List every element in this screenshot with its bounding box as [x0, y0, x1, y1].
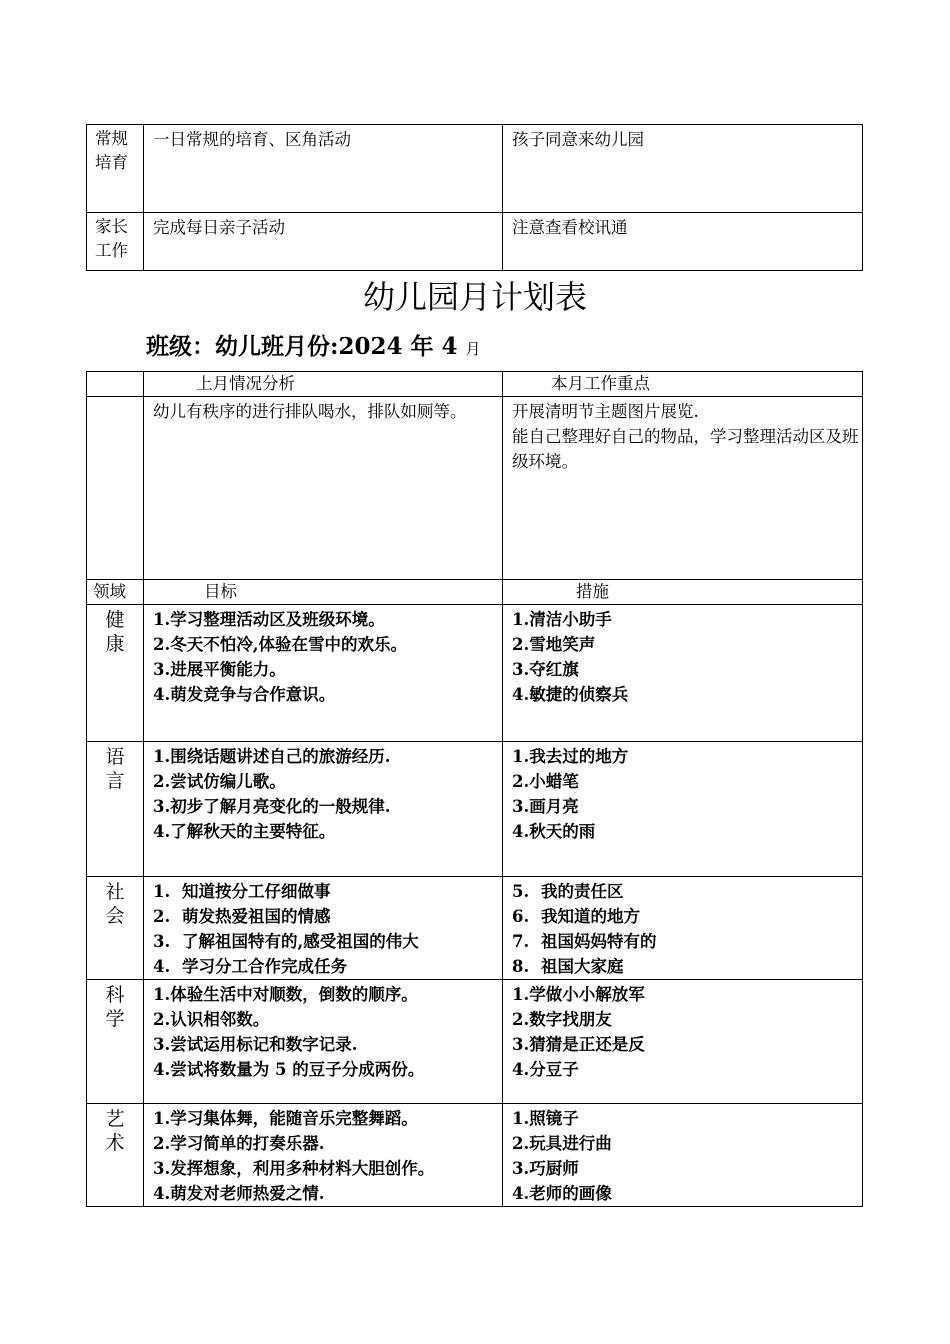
analysis-row [87, 397, 863, 580]
page-title: 幼儿园月计划表 [362, 278, 587, 316]
goal-item: 2. 萌发热爱祖国的情感 [153, 907, 331, 926]
domain-measures [503, 877, 863, 980]
domain-measures [503, 605, 863, 742]
goal-item: 4.萌发竞争与合作意识。 [153, 685, 336, 704]
measure-item: 1.我去过的地方 [512, 747, 629, 766]
domain-measures [503, 742, 863, 877]
domain-row-society [87, 877, 863, 980]
domain-name: 艺术 [87, 1104, 144, 1207]
measure-item: 2.雪地笑声 [512, 635, 596, 654]
measure-item: 6. 我知道的地方 [512, 907, 640, 926]
month-suffix: 月 [465, 340, 481, 358]
domain-goals [144, 742, 503, 877]
parent-work-row [87, 213, 863, 271]
goal-item: 1.围绕话题讲述自己的旅游经历. [153, 747, 391, 766]
goal-item: 3.尝试运用标记和数字记录. [153, 1035, 358, 1054]
measure-item: 3.猜猜是正还是反 [512, 1035, 645, 1054]
month-focus-line: 能自己整理好自己的物品，学习整理活动区及班级环境。 [512, 427, 859, 471]
measure-item: 1.清洁小助手 [512, 610, 612, 629]
domain-measures [503, 980, 863, 1104]
goal-item: 1. 知道按分工仔细做事 [153, 882, 331, 901]
domain-row-art [87, 1104, 863, 1207]
measure-item: 5. 我的责任区 [512, 882, 624, 901]
domain-header: 领域 [87, 580, 144, 605]
domain-measures [503, 1104, 863, 1207]
goal-item: 1.学习整理活动区及班级环境。 [153, 610, 385, 629]
measure-item: 2.数字找朋友 [512, 1010, 612, 1029]
measure-item: 4.敏捷的侦察兵 [512, 685, 629, 704]
measure-item: 2.小蜡笔 [512, 772, 579, 791]
analysis-header-row [87, 372, 863, 397]
goal-item: 3.初步了解月亮变化的一般规律. [153, 797, 391, 816]
goal-item: 1.学习集体舞，能随音乐完整舞蹈。 [153, 1109, 418, 1128]
routine-content: 一日常规的培育、区角活动 [144, 125, 503, 213]
domain-row-science [87, 980, 863, 1104]
parent-work-label: 家长工作 [87, 213, 144, 271]
goal-item: 4. 学习分工合作完成任务 [153, 957, 347, 976]
measure-item: 2.玩具进行曲 [512, 1134, 612, 1153]
domain-name: 语言 [87, 742, 144, 877]
routine-parent-table [86, 124, 863, 271]
domain-name: 科学 [87, 980, 144, 1104]
goal-item: 2.冬天不怕冷,体验在雪中的欢乐。 [153, 635, 407, 654]
measure-item: 4.老师的画像 [512, 1184, 612, 1203]
domain-name: 健康 [87, 605, 144, 742]
goal-item: 2.学习简单的打奏乐器. [153, 1134, 325, 1153]
domain-header-row [87, 580, 863, 605]
goal-item: 2.认识相邻数。 [153, 1010, 270, 1029]
measure-item: 3.巧厨师 [512, 1159, 579, 1178]
goal-item: 2.尝试仿编儿歌。 [153, 772, 286, 791]
last-month-analysis-header: 上月情况分析 [144, 372, 503, 397]
domain-goals [144, 1104, 503, 1207]
routine-row [87, 125, 863, 213]
parent-work-note: 注意查看校讯通 [503, 213, 863, 271]
goal-item: 1.体验生活中对顺数，倒数的顺序。 [153, 985, 418, 1004]
goal-item: 3. 了解祖国特有的,感受祖国的伟大 [153, 932, 419, 951]
domain-goals [144, 980, 503, 1104]
domain-goals [144, 605, 503, 742]
goal-header: 目标 [144, 580, 503, 605]
month-focus-line: 开展清明节主题图片展览. [512, 402, 699, 421]
measure-item: 7. 祖国妈妈特有的 [512, 932, 657, 951]
last-month-analysis: 幼儿有秩序的进行排队喝水，排队如厕等。 [144, 397, 503, 580]
measure-item: 8. 祖国大家庭 [512, 957, 624, 976]
month-focus [503, 397, 863, 580]
class-month-line [146, 330, 481, 366]
goal-item: 4.尝试将数量为 5 的豆子分成两份。 [153, 1060, 425, 1079]
routine-note: 孩子同意来幼儿园 [503, 125, 863, 213]
goal-item: 4.萌发对老师热爱之情. [153, 1184, 325, 1203]
domain-row-health [87, 605, 863, 742]
measure-item: 3.夺红旗 [512, 660, 579, 679]
measure-item: 4.分豆子 [512, 1060, 579, 1079]
measure-item: 1.学做小小解放军 [512, 985, 645, 1004]
domain-row-language [87, 742, 863, 877]
header-blank-cell [87, 372, 144, 397]
routine-label: 常规培育 [87, 125, 144, 213]
goal-item: 4.了解秋天的主要特征。 [153, 822, 336, 841]
class-month-text: 班级：幼儿班月份:2024 年 4 [146, 333, 458, 360]
goal-item: 3.进展平衡能力。 [153, 660, 286, 679]
measure-header: 措施 [503, 580, 863, 605]
measure-item: 4.秋天的雨 [512, 822, 596, 841]
parent-work-content: 完成每日亲子活动 [144, 213, 503, 271]
goal-item: 3.发挥想象，利用多种材料大胆创作。 [153, 1159, 435, 1178]
domain-name: 社会 [87, 877, 144, 980]
domain-goals [144, 877, 503, 980]
analysis-blank-cell [87, 397, 144, 580]
month-focus-header: 本月工作重点 [503, 372, 863, 397]
monthly-plan-table [86, 371, 863, 1207]
measure-item: 3.画月亮 [512, 797, 579, 816]
measure-item: 1.照镜子 [512, 1109, 579, 1128]
